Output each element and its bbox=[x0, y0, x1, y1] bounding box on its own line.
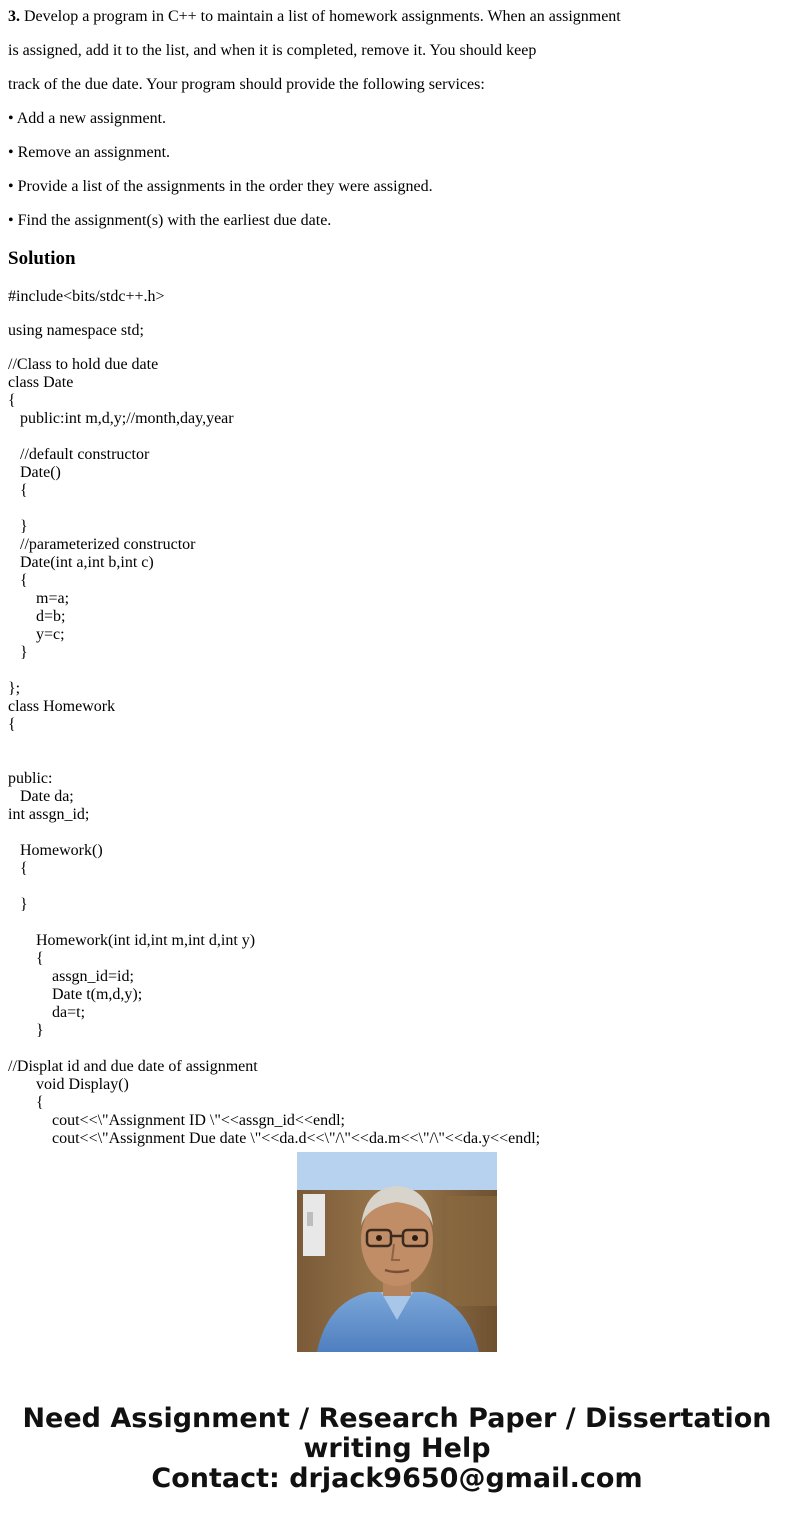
code-line: //Class to hold due date bbox=[8, 356, 159, 373]
code-line: //default constructor bbox=[8, 446, 150, 463]
code-line: { bbox=[8, 860, 28, 877]
code-line: da=t; bbox=[8, 1004, 86, 1021]
promo-headline: Need Assignment / Research Paper / Dissertation bbox=[22, 1403, 772, 1434]
code-line: } bbox=[8, 896, 28, 913]
code-line: cout<<\"Assignment ID \"<<assgn_id<<endl; bbox=[8, 1112, 345, 1129]
code-line: //Displat id and due date of assignment bbox=[8, 1058, 258, 1075]
code-line: { bbox=[8, 716, 16, 733]
code-line: //parameterized constructor bbox=[8, 536, 196, 553]
solution-code-block bbox=[8, 288, 788, 1147]
contact-email: Contact: drjack9650@gmail.com bbox=[151, 1463, 643, 1494]
promo-subline: writing Help bbox=[303, 1433, 491, 1464]
solution-heading: Solution bbox=[8, 248, 76, 269]
author-avatar bbox=[297, 1152, 497, 1352]
code-line: d=b; bbox=[8, 608, 66, 625]
code-line: { bbox=[8, 392, 16, 409]
code-line: cout<<\"Assignment Due date \"<<da.d<<\"/\"<<da.m<<\"/\"<<da.y<<endl; bbox=[8, 1130, 541, 1147]
code-line: { bbox=[8, 572, 28, 589]
code-line: public: bbox=[8, 770, 53, 787]
code-line: { bbox=[8, 1094, 44, 1111]
service-bullet: • Provide a list of the assignments in the order they were assigned. bbox=[8, 178, 433, 195]
question-line bbox=[8, 8, 621, 26]
code-line: { bbox=[8, 482, 28, 499]
code-line: #include<bits/stdc++.h> bbox=[8, 288, 165, 305]
question-line: track of the due date. Your program should provide the following services: bbox=[8, 76, 485, 93]
code-line: } bbox=[8, 644, 28, 661]
code-line: class Homework bbox=[8, 698, 116, 715]
question-line: is assigned, add it to the list, and when it is completed, remove it. You should keep bbox=[8, 42, 537, 59]
code-line: Homework() bbox=[8, 842, 103, 859]
code-line: using namespace std; bbox=[8, 322, 144, 339]
code-line: { bbox=[8, 950, 44, 967]
service-bullet: • Find the assignment(s) with the earliest due date. bbox=[8, 212, 332, 229]
code-line: assgn_id=id; bbox=[8, 968, 134, 985]
code-line: void Display() bbox=[8, 1076, 129, 1093]
code-line: public:int m,d,y;//month,day,year bbox=[8, 410, 234, 427]
service-bullet: • Remove an assignment. bbox=[8, 144, 171, 161]
code-line: Date() bbox=[8, 464, 61, 481]
question-number: 3. bbox=[8, 8, 20, 25]
service-bullet: • Add a new assignment. bbox=[8, 110, 167, 127]
code-line: int assgn_id; bbox=[8, 806, 90, 823]
promo-banner bbox=[0, 1404, 794, 1494]
code-line: } bbox=[8, 1022, 44, 1039]
code-line: y=c; bbox=[8, 626, 65, 643]
code-line: } bbox=[8, 518, 28, 535]
code-line: Date(int a,int b,int c) bbox=[8, 554, 154, 571]
code-line: Date da; bbox=[8, 788, 74, 805]
code-line: Homework(int id,int m,int d,int y) bbox=[8, 932, 256, 949]
author-portrait-image bbox=[297, 1152, 497, 1352]
code-line: }; bbox=[8, 680, 21, 697]
code-line: m=a; bbox=[8, 590, 70, 607]
code-line: Date t(m,d,y); bbox=[8, 986, 143, 1003]
question-line-text: Develop a program in C++ to maintain a list of homework assignments. When an assignment bbox=[24, 8, 621, 25]
code-line: class Date bbox=[8, 374, 74, 391]
